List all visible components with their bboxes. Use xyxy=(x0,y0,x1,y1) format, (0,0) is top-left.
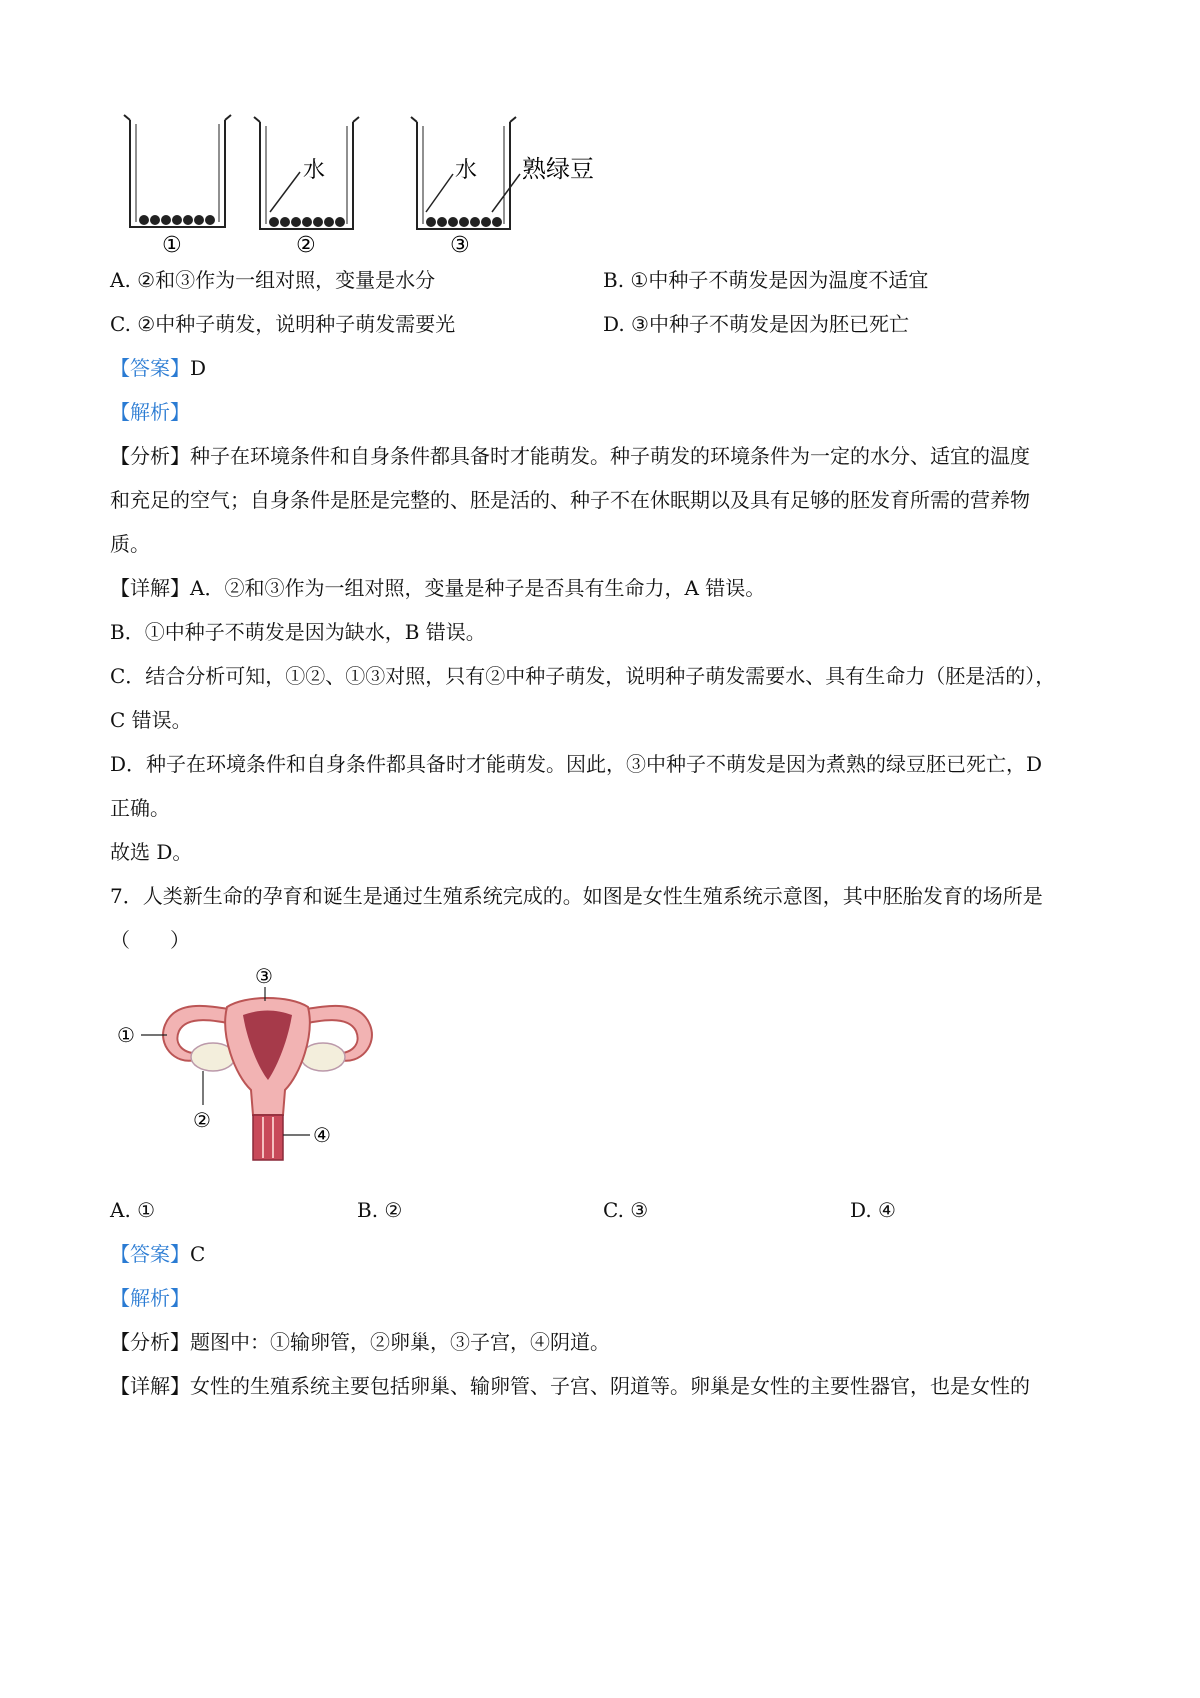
q6-detail-c2: C 错误。 xyxy=(110,708,192,732)
q6-fenxi-line-2: 和充足的空气；自身条件是胚是完整的、胚是活的、种子不在休眠期以及具有足够的胚发育所需的营养物 xyxy=(110,488,1030,512)
beaker-1 xyxy=(124,115,231,227)
beaker-label-1: ① xyxy=(162,233,182,258)
diagram-label-4: ④ xyxy=(313,1123,331,1147)
q7-option-a: A. ① xyxy=(110,1198,156,1222)
q6-option-d: D. ③中种子不萌发是因为胚已死亡 xyxy=(603,312,909,336)
answer-tag: 【答案】 xyxy=(110,356,190,380)
q6-detail-d2: 正确。 xyxy=(110,796,170,820)
detail-tag: 【详解】 xyxy=(110,576,190,600)
cooked-bean-label: 熟绿豆 xyxy=(522,155,594,183)
female-reproductive-diagram xyxy=(115,965,425,1175)
q6-fenxi-line-1 xyxy=(110,442,1030,470)
diagram-label-3: ③ xyxy=(255,965,273,988)
q7-stem-2: （ ） xyxy=(110,928,190,952)
fenxi-tag: 【分析】 xyxy=(110,1330,190,1354)
water-label-3: 水 xyxy=(455,158,478,183)
beaker-figure xyxy=(110,112,670,262)
q7-analysis-tag: 【解析】 xyxy=(110,1286,190,1310)
q6-detail-d1: D．种子在环境条件和自身条件都具备时才能萌发。因此，③中种子不萌发是因为煮熟的绿豆胚已死亡，D xyxy=(110,752,1043,776)
diagram-label-2: ② xyxy=(193,1108,211,1132)
seeds-2 xyxy=(269,217,345,227)
seeds-1 xyxy=(139,215,215,225)
q6-option-a: A. ②和③作为一组对照，变量是水分 xyxy=(110,268,436,292)
answer-value: C xyxy=(190,1242,206,1266)
water-label-2: 水 xyxy=(303,158,326,183)
diagram-label-1: ① xyxy=(117,1023,135,1047)
q7-answer xyxy=(110,1240,205,1268)
q6-detail-a xyxy=(110,574,765,602)
fenxi-text: 题图中：①输卵管，②卵巢，③子宫，④阴道。 xyxy=(190,1330,610,1354)
uterus xyxy=(225,998,310,1115)
q6-fenxi-line-3: 质。 xyxy=(110,532,150,556)
q6-option-b: B. ①中种子不萌发是因为温度不适宜 xyxy=(603,268,929,292)
beaker-label-2: ② xyxy=(296,233,316,258)
fenxi-tag: 【分析】 xyxy=(110,444,190,468)
fenxi-text: 种子在环境条件和自身条件都具备时才能萌发。种子萌发的环境条件为一定的水分、适宜的温度 xyxy=(190,444,1030,468)
q7-detail xyxy=(110,1372,1030,1400)
seeds-3 xyxy=(426,217,502,227)
q6-answer xyxy=(110,354,206,382)
answer-value: D xyxy=(190,356,207,380)
detail-text: A．②和③作为一组对照，变量是种子是否具有生命力，A 错误。 xyxy=(190,576,766,600)
q6-analysis-tag: 【解析】 xyxy=(110,400,190,424)
beaker-label-3: ③ xyxy=(450,233,470,258)
q7-option-b: B. ② xyxy=(357,1198,403,1222)
q7-stem-1: 7．人类新生命的孕育和诞生是通过生殖系统完成的。如图是女性生殖系统示意图，其中胚胎发育的场所是 xyxy=(110,884,1043,908)
vagina xyxy=(253,1115,283,1160)
q6-choose: 故选 D。 xyxy=(110,840,193,864)
q7-fenxi xyxy=(110,1328,610,1356)
q7-option-c: C. ③ xyxy=(603,1198,649,1222)
detail-tag: 【详解】 xyxy=(110,1374,190,1398)
q7-option-d: D. ④ xyxy=(850,1198,896,1222)
q6-detail-b: B．①中种子不萌发是因为缺水，B 错误。 xyxy=(110,620,486,644)
q6-detail-c1: C．结合分析可知，①②、①③对照，只有②中种子萌发，说明种子萌发需要水、具有生命力（胚是活的）， xyxy=(110,664,1056,688)
q6-option-c: C. ②中种子萌发，说明种子萌发需要光 xyxy=(110,312,456,336)
answer-tag: 【答案】 xyxy=(110,1242,190,1266)
detail-text: 女性的生殖系统主要包括卵巢、输卵管、子宫、阴道等。卵巢是女性的主要性器官，也是女性的 xyxy=(190,1374,1030,1398)
